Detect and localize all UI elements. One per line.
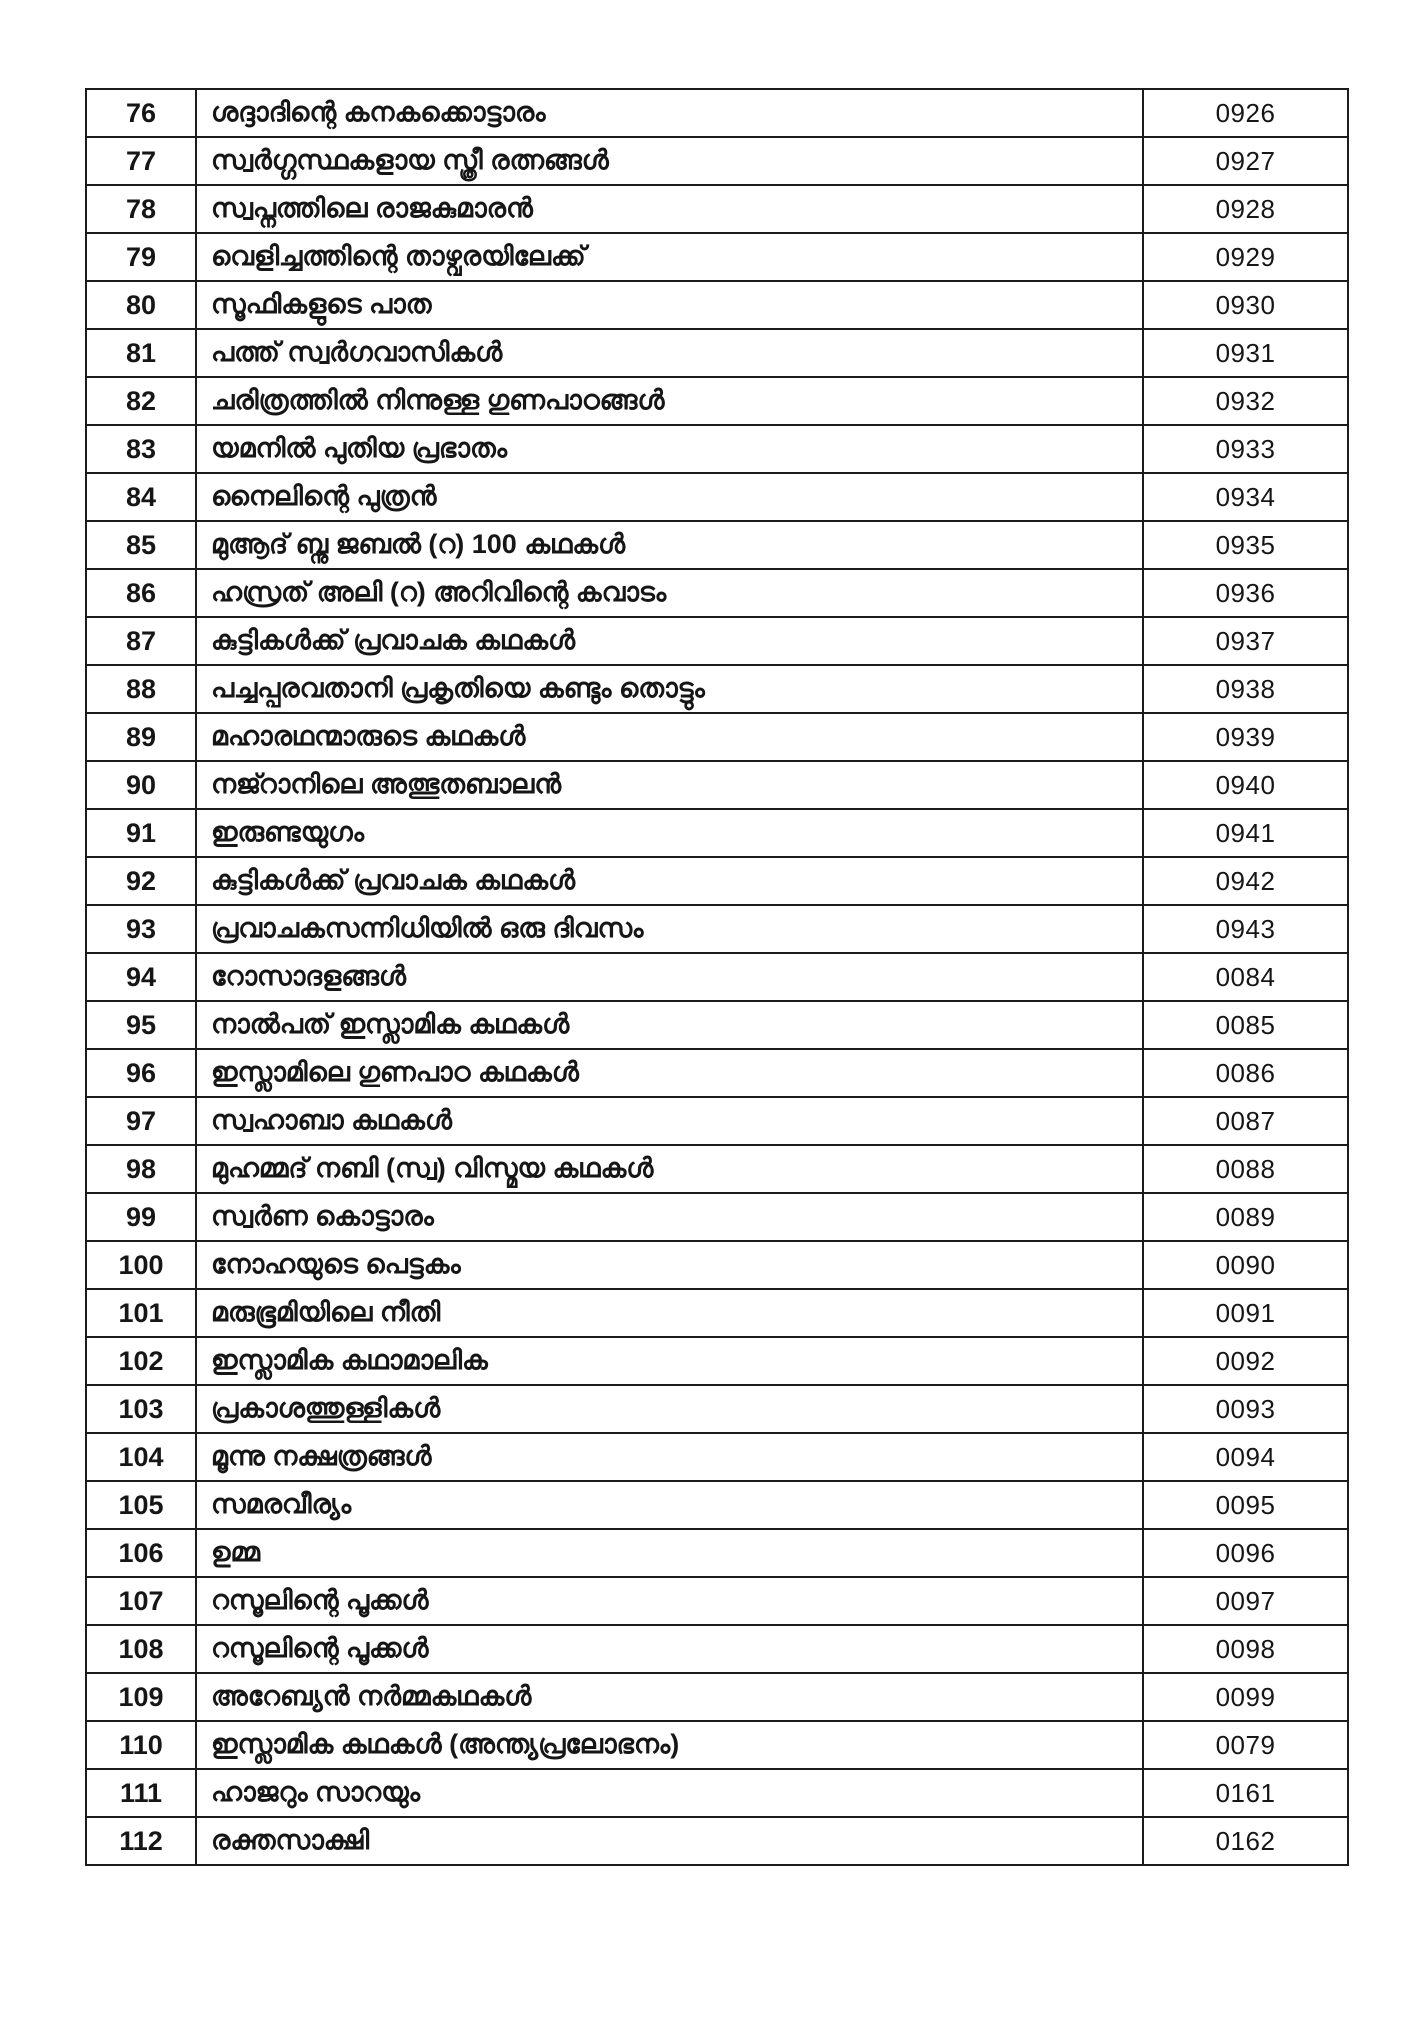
book-title-cell: യമനിൽ പുതിയ പ്രഭാതം <box>196 425 1143 473</box>
code-cell: 0089 <box>1143 1193 1348 1241</box>
table-row <box>86 905 1348 953</box>
code-cell: 0943 <box>1143 905 1348 953</box>
code-cell: 0928 <box>1143 185 1348 233</box>
book-title-cell: പ്രകാശത്തുള്ളികൾ <box>196 1385 1143 1433</box>
code-cell: 0096 <box>1143 1529 1348 1577</box>
code-cell: 0095 <box>1143 1481 1348 1529</box>
serial-number-cell: 99 <box>86 1193 196 1241</box>
table-row <box>86 425 1348 473</box>
book-title-cell: ഇസ്ലാമിക കഥാമാലിക <box>196 1337 1143 1385</box>
serial-number-cell: 76 <box>86 89 196 137</box>
book-title-cell: മുആദ് ബ്നു ജബൽ (റ) 100 കഥകൾ <box>196 521 1143 569</box>
book-title-cell: സ്വപ്നത്തിലെ രാജകുമാരൻ <box>196 185 1143 233</box>
code-cell: 0099 <box>1143 1673 1348 1721</box>
code-cell: 0084 <box>1143 953 1348 1001</box>
code-cell: 0161 <box>1143 1769 1348 1817</box>
book-title-cell: സ്വഹാബാ കഥകൾ <box>196 1097 1143 1145</box>
table-row <box>86 1193 1348 1241</box>
serial-number-cell: 78 <box>86 185 196 233</box>
serial-number-cell: 104 <box>86 1433 196 1481</box>
serial-number-cell: 91 <box>86 809 196 857</box>
serial-number-cell: 80 <box>86 281 196 329</box>
book-title-cell: നാൽപത് ഇസ്ലാമിക കഥകൾ <box>196 1001 1143 1049</box>
serial-number-cell: 92 <box>86 857 196 905</box>
table-row <box>86 1097 1348 1145</box>
table-row <box>86 377 1348 425</box>
serial-number-cell: 102 <box>86 1337 196 1385</box>
code-cell: 0938 <box>1143 665 1348 713</box>
book-title-cell: രക്തസാക്ഷി <box>196 1817 1143 1865</box>
serial-number-cell: 79 <box>86 233 196 281</box>
serial-number-cell: 89 <box>86 713 196 761</box>
book-title-cell: സ്വർണ കൊട്ടാരം <box>196 1193 1143 1241</box>
serial-number-cell: 100 <box>86 1241 196 1289</box>
book-title-cell: ഉമ്മ <box>196 1529 1143 1577</box>
code-cell: 0098 <box>1143 1625 1348 1673</box>
serial-number-cell: 103 <box>86 1385 196 1433</box>
table-row <box>86 1817 1348 1865</box>
code-cell: 0090 <box>1143 1241 1348 1289</box>
serial-number-cell: 87 <box>86 617 196 665</box>
table-row <box>86 569 1348 617</box>
table-row <box>86 857 1348 905</box>
book-title-cell: റസൂലിന്റെ പൂക്കൾ <box>196 1577 1143 1625</box>
book-title-cell: മഹാരഥന്മാരുടെ കഥകൾ <box>196 713 1143 761</box>
code-cell: 0939 <box>1143 713 1348 761</box>
book-title-cell: കുട്ടികൾക്ക് പ്രവാചക കഥകൾ <box>196 857 1143 905</box>
serial-number-cell: 101 <box>86 1289 196 1337</box>
serial-number-cell: 94 <box>86 953 196 1001</box>
book-title-cell: കുട്ടികൾക്ക് പ്രവാചക കഥകൾ <box>196 617 1143 665</box>
serial-number-cell: 105 <box>86 1481 196 1529</box>
book-title-cell: അറേബ്യൻ നർമ്മകഥകൾ <box>196 1673 1143 1721</box>
serial-number-cell: 82 <box>86 377 196 425</box>
code-cell: 0931 <box>1143 329 1348 377</box>
book-title-cell: ഹസ്രത് അലി (റ) അറിവിന്റെ കവാടം <box>196 569 1143 617</box>
code-cell: 0927 <box>1143 137 1348 185</box>
table-row <box>86 473 1348 521</box>
book-title-cell: പച്ചപ്പരവതാനി പ്രകൃതിയെ കണ്ടും തൊട്ടും <box>196 665 1143 713</box>
code-cell: 0929 <box>1143 233 1348 281</box>
code-cell: 0094 <box>1143 1433 1348 1481</box>
table-row <box>86 665 1348 713</box>
table-row <box>86 1433 1348 1481</box>
book-title-cell: നജ്റാനിലെ അത്ഭുതബാലൻ <box>196 761 1143 809</box>
book-title-cell: ശദ്ദാദിന്റെ കനകക്കൊട്ടാരം <box>196 89 1143 137</box>
code-cell: 0087 <box>1143 1097 1348 1145</box>
serial-number-cell: 84 <box>86 473 196 521</box>
serial-number-cell: 111 <box>86 1769 196 1817</box>
table-row <box>86 713 1348 761</box>
table-row <box>86 1289 1348 1337</box>
table-row <box>86 1481 1348 1529</box>
table-row <box>86 953 1348 1001</box>
code-cell: 0935 <box>1143 521 1348 569</box>
code-cell: 0093 <box>1143 1385 1348 1433</box>
book-title-cell: ചരിത്രത്തിൽ നിന്നുള്ള ഗുണപാഠങ്ങൾ <box>196 377 1143 425</box>
table-row <box>86 281 1348 329</box>
book-title-cell: നൈലിന്റെ പുത്രൻ <box>196 473 1143 521</box>
serial-number-cell: 106 <box>86 1529 196 1577</box>
code-cell: 0926 <box>1143 89 1348 137</box>
table-row <box>86 761 1348 809</box>
table-row <box>86 1673 1348 1721</box>
table-row <box>86 233 1348 281</box>
table-row <box>86 521 1348 569</box>
table-row <box>86 137 1348 185</box>
code-cell: 0940 <box>1143 761 1348 809</box>
book-title-cell: സമരവീര്യം <box>196 1481 1143 1529</box>
serial-number-cell: 98 <box>86 1145 196 1193</box>
table-row <box>86 1145 1348 1193</box>
serial-number-cell: 93 <box>86 905 196 953</box>
table-row <box>86 1385 1348 1433</box>
serial-number-cell: 77 <box>86 137 196 185</box>
book-title-cell: മുഹമ്മദ് നബി (സ്വ) വിസ്മയ കഥകൾ <box>196 1145 1143 1193</box>
serial-number-cell: 109 <box>86 1673 196 1721</box>
serial-number-cell: 108 <box>86 1625 196 1673</box>
code-cell: 0085 <box>1143 1001 1348 1049</box>
code-cell: 0937 <box>1143 617 1348 665</box>
book-title-cell: മൂന്നു നക്ഷത്രങ്ങൾ <box>196 1433 1143 1481</box>
table-row <box>86 1769 1348 1817</box>
serial-number-cell: 86 <box>86 569 196 617</box>
code-cell: 0942 <box>1143 857 1348 905</box>
serial-number-cell: 112 <box>86 1817 196 1865</box>
book-list-table <box>85 88 1349 1866</box>
table-row <box>86 185 1348 233</box>
table-row <box>86 1529 1348 1577</box>
table-row <box>86 1001 1348 1049</box>
book-title-cell: പത്ത് സ്വർഗവാസികൾ <box>196 329 1143 377</box>
table-row <box>86 617 1348 665</box>
serial-number-cell: 107 <box>86 1577 196 1625</box>
code-cell: 0936 <box>1143 569 1348 617</box>
table-row <box>86 1049 1348 1097</box>
code-cell: 0086 <box>1143 1049 1348 1097</box>
book-title-cell: റസൂലിന്റെ പൂക്കൾ <box>196 1625 1143 1673</box>
table-row <box>86 329 1348 377</box>
table-row <box>86 809 1348 857</box>
table-row <box>86 89 1348 137</box>
code-cell: 0092 <box>1143 1337 1348 1385</box>
book-title-cell: ഇസ്ലാമിലെ ഗുണപാഠ കഥകൾ <box>196 1049 1143 1097</box>
table-row <box>86 1241 1348 1289</box>
book-title-cell: ഹാജറും സാറയും <box>196 1769 1143 1817</box>
book-title-cell: സൂഫികളുടെ പാത <box>196 281 1143 329</box>
code-cell: 0933 <box>1143 425 1348 473</box>
code-cell: 0079 <box>1143 1721 1348 1769</box>
table-row <box>86 1337 1348 1385</box>
serial-number-cell: 88 <box>86 665 196 713</box>
serial-number-cell: 96 <box>86 1049 196 1097</box>
serial-number-cell: 90 <box>86 761 196 809</box>
code-cell: 0934 <box>1143 473 1348 521</box>
book-title-cell: വെളിച്ചത്തിന്റെ താഴ്വരയിലേക്ക് <box>196 233 1143 281</box>
book-title-cell: മരുഭൂമിയിലെ നീതി <box>196 1289 1143 1337</box>
code-cell: 0932 <box>1143 377 1348 425</box>
serial-number-cell: 110 <box>86 1721 196 1769</box>
serial-number-cell: 85 <box>86 521 196 569</box>
code-cell: 0088 <box>1143 1145 1348 1193</box>
book-title-cell: സ്വർഗ്ഗസ്ഥകളായ സ്ത്രീ രത്നങ്ങൾ <box>196 137 1143 185</box>
table-row <box>86 1721 1348 1769</box>
serial-number-cell: 97 <box>86 1097 196 1145</box>
book-title-cell: പ്രവാചകസന്നിധിയിൽ ഒരു ദിവസം <box>196 905 1143 953</box>
book-title-cell: ഇസ്ലാമിക കഥകൾ (അന്ത്യപ്രലോഭനം) <box>196 1721 1143 1769</box>
serial-number-cell: 81 <box>86 329 196 377</box>
table-row <box>86 1577 1348 1625</box>
serial-number-cell: 95 <box>86 1001 196 1049</box>
code-cell: 0162 <box>1143 1817 1348 1865</box>
code-cell: 0930 <box>1143 281 1348 329</box>
book-title-cell: നോഹയുടെ പെട്ടകം <box>196 1241 1143 1289</box>
table-row <box>86 1625 1348 1673</box>
code-cell: 0941 <box>1143 809 1348 857</box>
book-title-cell: ഇരുണ്ടയുഗം <box>196 809 1143 857</box>
serial-number-cell: 83 <box>86 425 196 473</box>
code-cell: 0097 <box>1143 1577 1348 1625</box>
code-cell: 0091 <box>1143 1289 1348 1337</box>
book-title-cell: റോസാദളങ്ങൾ <box>196 953 1143 1001</box>
